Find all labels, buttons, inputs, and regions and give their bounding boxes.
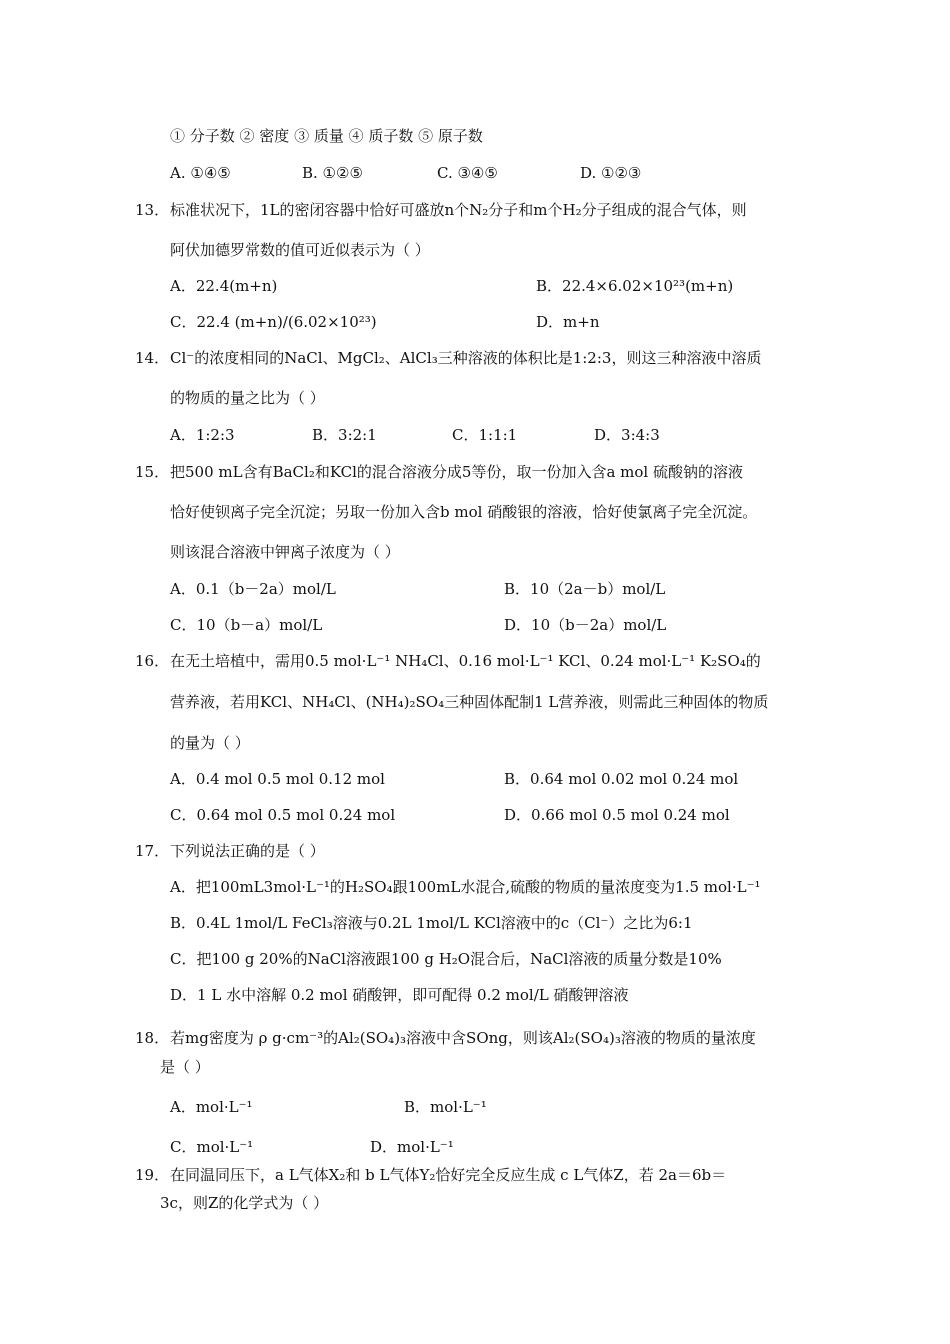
- q16-number: 16．: [135, 652, 170, 670]
- q16-stem-line3: 的量为（ ）: [170, 734, 250, 752]
- q17-option-b: B．0.4L 1mol/L FeCl₃溶液与0.2L 1mol/L KCl溶液中的c（Cl⁻）之比为6:1: [170, 914, 693, 932]
- q18-stem-line1: 若mg密度为 ρ g·cm⁻³的Al₂(SO₄)₃溶液中含SOng，则该Al₂(SO₄)₃溶液的物质的量浓度: [170, 1029, 756, 1047]
- q12-option-a: A. ①④⑤: [170, 164, 231, 182]
- q15-option-d: D．10（b－2a）mol/L: [504, 616, 667, 634]
- q16-option-b: B．0.64 mol 0.02 mol 0.24 mol: [504, 770, 739, 788]
- q18-option-b: B．mol·L⁻¹: [404, 1098, 487, 1116]
- q17-stem-line1: 下列说法正确的是（ ）: [170, 842, 325, 860]
- q18-number: 18．: [135, 1029, 170, 1047]
- q18-option-c: C．mol·L⁻¹: [170, 1138, 254, 1156]
- q14-option-a: A．1:2:3: [170, 426, 235, 444]
- q17-option-d: D．1 L 水中溶解 0.2 mol 硝酸钾，即可配得 0.2 mol/L 硝酸钾溶液: [170, 986, 629, 1004]
- q13-stem-line2: 阿伏加德罗常数的值可近似表示为（ ）: [170, 241, 430, 259]
- q13-number: 13．: [135, 201, 170, 219]
- q13-option-b: B．22.4×6.02×10²³(m+n): [536, 277, 734, 295]
- q12-items: ① 分子数 ② 密度 ③ 质量 ④ 质子数 ⑤ 原子数: [170, 127, 483, 145]
- q19-stem-line2: 3c，则Z的化学式为（ ）: [160, 1194, 329, 1212]
- q12-option-d: D. ①②③: [580, 164, 642, 182]
- q19-number: 19．: [135, 1166, 170, 1184]
- q17-option-c: C．把100 g 20%的NaCl溶液跟100 g H₂O混合后，NaCl溶液的质量分数是10%: [170, 950, 722, 968]
- q17-number: 17．: [135, 842, 170, 860]
- q13-stem-line1: 标准状况下，1L的密闭容器中恰好可盛放n个N₂分子和m个H₂分子组成的混合气体，则: [170, 201, 747, 219]
- q16-stem-line1: 在无土培植中，需用0.5 mol·L⁻¹ NH₄Cl、0.16 mol·L⁻¹ KCl、0.24 mol·L⁻¹ K₂SO₄的: [170, 652, 761, 670]
- q13-option-d: D．m+n: [536, 313, 600, 331]
- q13-option-a: A．22.4(m+n): [170, 277, 278, 295]
- q15-stem-line1: 把500 mL含有BaCl₂和KCl的混合溶液分成5等份，取一份加入含a mol 硫酸钠的溶液: [170, 463, 743, 481]
- q15-stem-line2: 恰好使钡离子完全沉淀；另取一份加入含b mol 硝酸银的溶液，恰好使氯离子完全沉淀。: [170, 503, 758, 521]
- q14-option-d: D．3:4:3: [594, 426, 660, 444]
- q15-option-c: C．10（b－a）mol/L: [170, 616, 323, 634]
- q14-stem-line1: Cl⁻的浓度相同的NaCl、MgCl₂、AlCl₃三种溶液的体积比是1:2:3，则这三种溶液中溶质: [170, 349, 762, 367]
- q16-stem-line2: 营养液，若用KCl、NH₄Cl、(NH₄)₂SO₄三种固体配制1 L营养液，则需此三种固体的物质: [170, 693, 769, 711]
- q17-option-a: A．把100mL3mol·L⁻¹的H₂SO₄跟100mL水混合,硫酸的物质的量浓度变为1.5 mol·L⁻¹: [170, 878, 761, 896]
- q19-stem-line1: 在同温同压下，a L气体X₂和 b L气体Y₂恰好完全反应生成 c L气体Z，若 2a＝6b＝: [170, 1166, 727, 1184]
- q18-option-a: A．mol·L⁻¹: [170, 1098, 253, 1116]
- q18-option-d: D．mol·L⁻¹: [370, 1138, 454, 1156]
- q18-stem-line2: 是（ ）: [160, 1058, 210, 1076]
- q12-option-b: B. ①②⑤: [302, 164, 363, 182]
- q16-option-a: A．0.4 mol 0.5 mol 0.12 mol: [170, 770, 385, 788]
- q12-option-c: C. ③④⑤: [437, 164, 498, 182]
- q15-stem-line3: 则该混合溶液中钾离子浓度为（ ）: [170, 543, 400, 561]
- q14-option-b: B．3:2:1: [312, 426, 377, 444]
- q14-option-c: C．1:1:1: [452, 426, 518, 444]
- q14-number: 14．: [135, 349, 170, 367]
- q16-option-d: D．0.66 mol 0.5 mol 0.24 mol: [504, 806, 730, 824]
- q14-stem-line2: 的物质的量之比为（ ）: [170, 389, 325, 407]
- q15-option-b: B．10（2a－b）mol/L: [504, 580, 666, 598]
- q15-number: 15．: [135, 463, 170, 481]
- q15-option-a: A．0.1（b－2a）mol/L: [170, 580, 336, 598]
- q13-option-c: C．22.4 (m+n)/(6.02×10²³): [170, 313, 377, 331]
- q16-option-c: C．0.64 mol 0.5 mol 0.24 mol: [170, 806, 396, 824]
